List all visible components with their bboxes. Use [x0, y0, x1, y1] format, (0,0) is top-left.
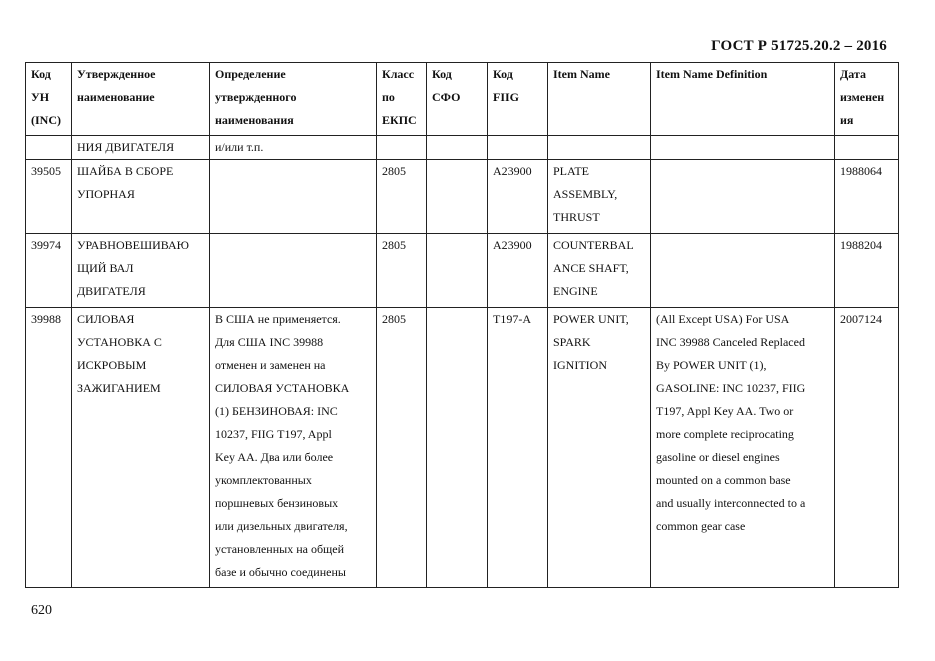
cell-inc-code: 39505 — [26, 160, 72, 234]
cell-name-definition — [210, 160, 377, 234]
cell-item-name: PLATE ASSEMBLY, THRUST — [548, 160, 651, 234]
cell-fiig-code: A23900 — [488, 234, 548, 308]
cell-item-name: COUNTERBAL ANCE SHAFT, ENGINE — [548, 234, 651, 308]
table-row — [26, 234, 899, 308]
cell-change-date: 1988204 — [835, 234, 899, 308]
cell-change-date — [835, 136, 899, 160]
table-row — [26, 136, 899, 160]
cell-name-definition: В США не применяется. Для США INC 39988 отменен и заменен на СИЛОВАЯ УСТАНОВКА (1) БЕНЗИНОВАЯ: INC 10237, FIIG T197, Appl Key AA. Два или более укомплектованных поршневых бензиновых или дизельных двигателя, установленных на общей базе и обычно соединены — [210, 308, 377, 588]
col-header-item-name-definition: Item Name Definition — [651, 63, 835, 136]
cell-sfo-code — [427, 234, 488, 308]
cell-inc-code: 39974 — [26, 234, 72, 308]
cell-approved-name: УРАВНОВЕШИВАЮ ЩИЙ ВАЛ ДВИГАТЕЛЯ — [72, 234, 210, 308]
cell-fiig-code — [488, 136, 548, 160]
cell-inc-code: 39988 — [26, 308, 72, 588]
col-header-item-name: Item Name — [548, 63, 651, 136]
cell-inc-code — [26, 136, 72, 160]
col-header-name-definition: Определение утвержденного наименования — [210, 63, 377, 136]
cell-item-name-definition — [651, 234, 835, 308]
document-standard-header: ГОСТ Р 51725.20.2 – 2016 — [711, 38, 887, 54]
cell-item-name-definition — [651, 160, 835, 234]
cell-item-name — [548, 136, 651, 160]
cell-approved-name: ШАЙБА В СБОРЕ УПОРНАЯ — [72, 160, 210, 234]
col-header-inc-code: Код УН (INC) — [26, 63, 72, 136]
cell-sfo-code — [427, 136, 488, 160]
cell-item-name-definition: (All Except USA) For USA INC 39988 Canceled Replaced By POWER UNIT (1), GASOLINE: INC 10237, FIIG T197, Appl Key AA. Two or more complete reciprocating gasoline or diesel engines mounted on a common base and usually interconnected to a common gear case — [651, 308, 835, 588]
cell-fiig-code: A23900 — [488, 160, 548, 234]
table-header-row — [26, 63, 899, 136]
table-row — [26, 160, 899, 234]
col-header-approved-name: Утвержденное наименование — [72, 63, 210, 136]
cell-sfo-code — [427, 160, 488, 234]
cell-approved-name: СИЛОВАЯ УСТАНОВКА С ИСКРОВЫМ ЗАЖИГАНИЕМ — [72, 308, 210, 588]
cell-change-date: 1988064 — [835, 160, 899, 234]
col-header-ekps-class: Класс по ЕКПС — [377, 63, 427, 136]
cell-name-definition: и/или т.п. — [210, 136, 377, 160]
cell-approved-name: НИЯ ДВИГАТЕЛЯ — [72, 136, 210, 160]
cell-ekps-class: 2805 — [377, 234, 427, 308]
cell-fiig-code: T197-A — [488, 308, 548, 588]
cell-change-date: 2007124 — [835, 308, 899, 588]
cell-name-definition — [210, 234, 377, 308]
cell-sfo-code — [427, 308, 488, 588]
page-number: 620 — [31, 603, 52, 618]
cell-item-name: POWER UNIT, SPARK IGNITION — [548, 308, 651, 588]
col-header-change-date: Дата изменен ия — [835, 63, 899, 136]
inc-table — [25, 62, 899, 588]
cell-item-name-definition — [651, 136, 835, 160]
cell-ekps-class: 2805 — [377, 160, 427, 234]
col-header-fiig-code: Код FIIG — [488, 63, 548, 136]
col-header-sfo-code: Код СФО — [427, 63, 488, 136]
table-row — [26, 308, 899, 588]
cell-ekps-class: 2805 — [377, 308, 427, 588]
cell-ekps-class — [377, 136, 427, 160]
